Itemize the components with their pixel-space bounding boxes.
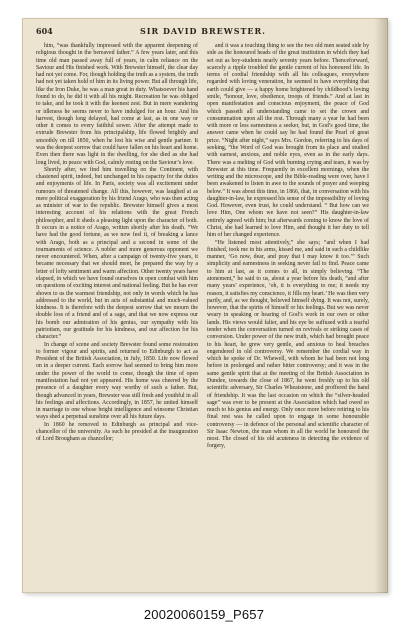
paragraph: In 1860 he removed to Edinburgh as principal and vice-chancellor of the university. As such he presided at the inauguration of Lord Brougham as chancellor; <box>36 421 198 443</box>
book-page <box>22 18 388 593</box>
right-text-column <box>207 43 369 451</box>
running-head <box>36 26 370 38</box>
image-id-caption: 20020060159_P657 <box>143 607 265 622</box>
paragraph: In change of scene and society Brewster found some restoration to former vigour and spirits, and returned to Edinburgh to act as President of the British Association, in July, 1850. Life now flowed on in a deeper current. Each sorrow had seemed to bring him more under the power of the world to come, though the time of open manifestation had not yet appeared. His home was cheered by the presence of a daughter every way worthy of such a father. But, though advanced in years, Brewster was still fresh and youthful in all his feelings and affections. Accordingly, in 1857, he united himself in marriage to one whose bright intelligence and winsome Christian ways shed a perpetual sunshine over all his future days. <box>36 341 198 421</box>
running-head-title: SIR DAVID BREWSTER. <box>140 26 266 36</box>
paragraph: him, “was thankfully impressed with the apparent deepening of religious thought in the bereaved father.” A few years later, and this time old man passed away full of years, in calm reliance on the Saviour and His finished work. With Brewster himself, the clear day had not yet come. For, though holding the truth as a system, the truth had not yet taken hold of him in its living power. But all through life, like the Iron Duke, he was a man great in duty. Whatsoever his hand found to do, he did it with all his might. Recreation he was obliged to take, and he took it with the keenest zest. But in mere wandering or idleness he seems never to have indulged for an hour. And his harvest, though long delayed, had come at last, as in one way or other it comes to every faithful sower. After the attempt made to extrude Brewster from his principalship, life flowed brightly and smoothly on till 1850, when he lost his wise and gentle partner. It was the deepest sorrow that could have fallen on his heart and home. Even then there was light in the dwelling, for she died as she had long lived, in peace with God, calmly resting on the Saviour’s love. <box>36 43 198 166</box>
paragraph: “He listened most attentively,” she says; “and when I had finished, took me in his arms, kissed me, and said in such a childlike manner, ‘Go now, dear, and pray that I may know it too.’” Such simplicity and earnestness in seeking never fail to find. Peace came to him at last, as it comes to all, in simply believing. “The atonement,” he said to us, about a year before his death, “and after many years’ experience, ‘oh, it is everything to me; it needs my reason, it satisfies my conscience, it fills my heart.’ He was then very partly, and, as we thought, believed himself dying. It was not, surely, however, that the spirits of himself or his feelings. But we was never weary in speaking or hearing of God’s work in our own or other lands. His views would falter, and his eye be suffused with a tearful tender when the conversation turned on revivals or striking cases of conversion. Under power of the new truth, which had brought peace to his heart, he grew very gentle, and anxious to heal breaches engendered in old controversy. We remember the cordial way in which he spoke of Dr. Whewell, with whom he had been not long before in prolonged and rather bitter controversy; and it was in the same gentle spirit that at the meeting of the British Association in Dundee, towards the close of 1867, he went freshly up to his old scientific adversary, Sir Charles Wheatstone, and proffered the hand of friendship. It was the last occasion on which the “silver-headed sage” was ever to be present at the Association which had owed so much to his genius and energy. Only once more before retiring to his final rest was he called upon to engage in some honourable controversy — in defence of the personal and scientific character of Sir Isaac Newton, the man whom in all the world he honoured the most. The closed of his old acuteness in detecting the evidence of forgery, <box>207 239 369 450</box>
page-number: 604 <box>36 26 53 36</box>
page-gutter-shadow <box>374 18 388 593</box>
left-text-column <box>36 43 198 443</box>
paragraph: and it was a touching thing to see the two old men seated side by side as the honoured heads of the great institution in which they had set out as boy-students nearly seventy years before. Thenceforward, scarcely a ripple troubled the gentle current of his honoured life. In terms of cordial friendship with all his colleagues, everywhere regarded with loving veneration, he seemed to have everything that earth could give — a happy home brightened by childhood’s loving smile, “honour, love, obedience, troops of friends.” And at last in open manifestation and conscious enjoyment, the peace of God which passeth all understanding came to set the crown and consummation upon all the rest. Through many a year he had been with more or less earnestness a seeker, but, in God’s good time, the answer came when he could say he had found the Pearl of great price. “Night after night,” says Mrs. Gordon, referring to his days of seeking, “the Word of God was brought from its place and studied with earnest, anxious, and noble eyes, even as in the early days. There was a melting of God with burning crying and tears, it was by Brewster at this time. Frequently in excellent mornings, when the writing and the microscope, and the Bible-reading were over, have I been awakened to listen in awe to the sounds of prayer and weeping below.” It was about this time, in 1866, that, in conversation with his daughter-in-law, he expressed his sense of the impossibility of loving God. However, even trust, he could understand. “ But how can we love Him, One whom we have not seen?” His daughter-in-law entirely agreed with him; but afterwards coming to know the love of Christ, she had learned to love Him, and thought it her duty to tell him of her changed experience. <box>207 43 369 239</box>
paragraph: Shortly after, we find him travelling on the Continent, with chastened spirit, indeed, but unchanged in his capacity for the duties and enjoyments of life. In Paris, society was all excitement under rumours of threatened change. All this, however, was laughed at as mere political exaggeration by his friend Arago, who was then acting as minister of war to the republic. Brewster himself gives a most interesting account of his relations with the great French philosopher, and it sheds a pleasing light upon the character of both. It occurs in a notice of Arago, written shortly after his death. “We have had the good fortune, as we now feel it, of breaking a lance with Arago, both as a principal and a second in some of the tournaments of science. A nobler and more generous opponent we never encountered. When, after a campaign of twenty-five years, it became necessary that we should meet, he prepared the way by a letter of lofty sentiment and warm affection. Other twenty years have elapsed, in which we have found ourselves in open combat with him on questions of exciting interest and national feeling. But he has ever shown to us the warmest friendship, not only in words which he has addressed to the world, but in acts of substantial and much-valued kindness. It is therefore with the deepest sorrow that we mourn the double loss of a friend and of a sage, and that we now express our his bomb our admiration of his genius, our sympathy with his patriotism, our gratitude for his kindness, and our affection for his character.” <box>36 166 198 341</box>
